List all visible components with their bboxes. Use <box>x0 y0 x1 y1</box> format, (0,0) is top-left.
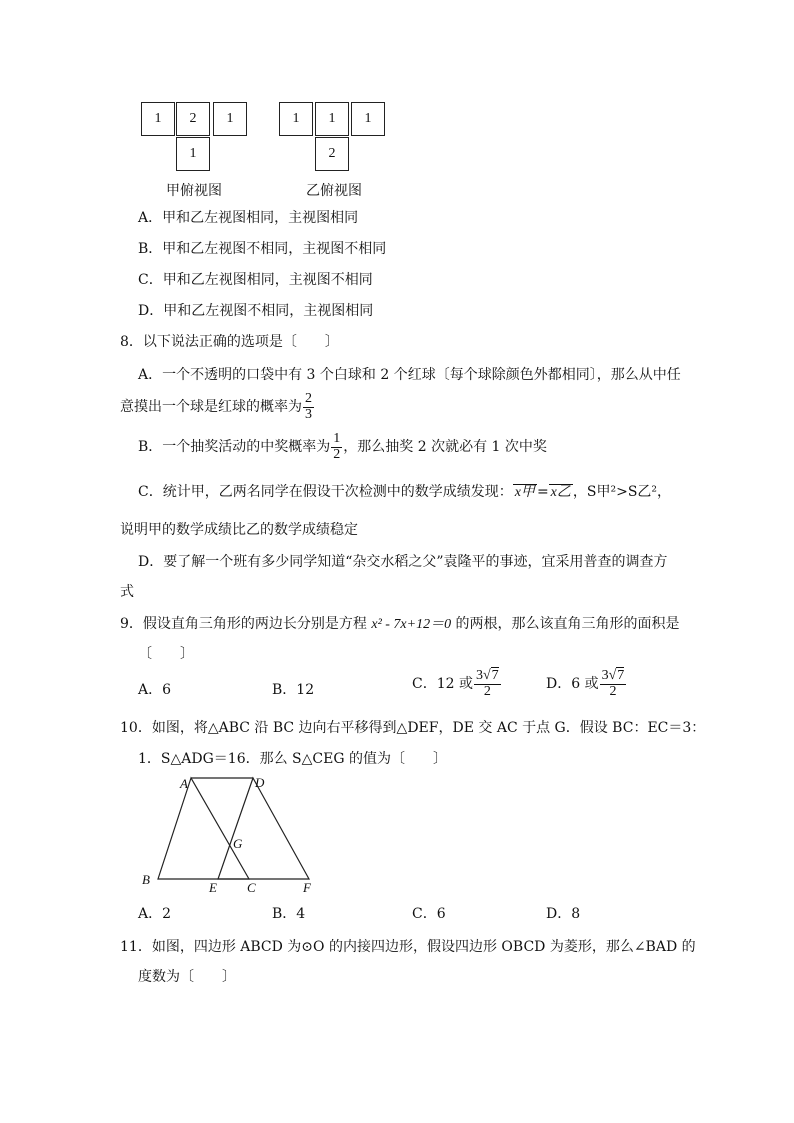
label-f: F <box>303 880 311 895</box>
label-b: B <box>142 872 150 887</box>
q8-stem: 8．以下说法正确的选项是〔 〕 <box>120 334 339 350</box>
q8-option-c: C．统计甲，乙两名同学在假设干次检测中的数学成绩发现： x甲 = x乙 ，S甲²>S乙²， <box>138 484 672 500</box>
q8-option-a-line1: A．一个不透明的口袋中有 3 个白球和 2 个红球〔每个球除颜色外都相同〕，那么从中任 <box>138 367 681 383</box>
yi-cell-1: 1 <box>279 102 313 136</box>
label-d: D <box>255 775 265 790</box>
q9-c-fraction: $\frac{3√7}{2}$ <box>475 668 499 699</box>
label-c: C <box>247 880 256 895</box>
q7-option-b: B．甲和乙左视图不相同，主视图不相同 <box>138 241 387 257</box>
q10-option-a: A．2 <box>138 906 172 922</box>
q7-option-a: A．甲和乙左视图相同，主视图相同 <box>138 210 359 226</box>
label-g: G <box>233 836 243 851</box>
q8-option-b: B．一个抽奖活动的中奖概率为 $\frac{1}{2}$ ，那么抽奖 2 次就必有 1 次中奖 <box>138 431 547 462</box>
q9-stem: 9．假设直角三角形的两边长分别是方程 x² - 7x+12＝0 的两根，那么该直角三角形的面积是 <box>120 616 680 632</box>
mean-jia: x甲 <box>514 485 535 500</box>
q10-stem-line2: 1．S△ADG＝16．那么 S△CEG 的值为〔 〕 <box>138 751 447 767</box>
q8-option-d-line2: 式 <box>120 584 134 600</box>
q10-option-c: C．6 <box>412 906 446 922</box>
q9-option-a: A．6 <box>138 682 172 698</box>
q9-equation: x² - 7x+12＝0 <box>371 617 452 632</box>
jia-cell-2: 2 <box>176 102 210 136</box>
q10-option-b: B．4 <box>272 906 306 922</box>
q11-stem-line2: 度数为〔 〕 <box>138 969 236 985</box>
yi-cell-3: 1 <box>351 102 385 136</box>
q9-option-c: C．12 或 $\frac{3√7}{2}$ <box>412 668 499 699</box>
q9-bracket: 〔 〕 <box>138 646 194 662</box>
jia-cell-4: 1 <box>176 137 210 171</box>
jia-caption: 甲俯视图 <box>166 183 222 199</box>
label-a: A <box>180 776 188 791</box>
jia-cell-1: 1 <box>141 102 175 136</box>
q7-option-c: C．甲和乙左视图相同，主视图不相同 <box>138 272 373 288</box>
jia-cell-3: 1 <box>213 102 247 136</box>
q10-stem-line1: 10．如图，将△ABC 沿 BC 边向右平移得到△DEF，DE 交 AC 于点 G．假设 BC：EC＝3： <box>120 720 706 736</box>
q7-option-d: D．甲和乙左视图不相同，主视图相同 <box>138 303 374 319</box>
label-e: E <box>209 880 217 895</box>
q10-translation-figure <box>135 772 325 897</box>
fraction-one-half: $\frac{1}{2}$ <box>333 431 341 462</box>
yi-cell-4: 2 <box>315 137 349 171</box>
q8-option-d-line1: D．要了解一个班有多少同学知道“杂交水稻之父”袁隆平的事迹，宜采用普查的调查方 <box>138 554 668 570</box>
q10-option-d: D．8 <box>546 906 581 922</box>
yi-caption: 乙俯视图 <box>306 183 362 199</box>
q9-option-b: B．12 <box>272 682 315 698</box>
q9-option-d: D．6 或 $\frac{3√7}{2}$ <box>546 668 625 699</box>
q9-d-fraction: $\frac{3√7}{2}$ <box>601 668 625 699</box>
fraction-two-thirds: $\frac{2}{3}$ <box>305 391 312 422</box>
triangle-def <box>218 778 309 879</box>
q8-a-text: 意摸出一个球是红球的概率为 <box>120 399 302 416</box>
q11-stem-line1: 11．如图，四边形 ABCD 为⊙O 的内接四边形，假设四边形 OBCD 为菱形，那么∠BAD 的 <box>120 939 696 955</box>
mean-yi: x乙 <box>550 485 571 500</box>
yi-cell-2: 1 <box>315 102 349 136</box>
q8-option-a-line2 <box>120 392 315 422</box>
q8-option-c-line2: 说明甲的数学成绩比乙的数学成绩稳定 <box>120 522 358 538</box>
